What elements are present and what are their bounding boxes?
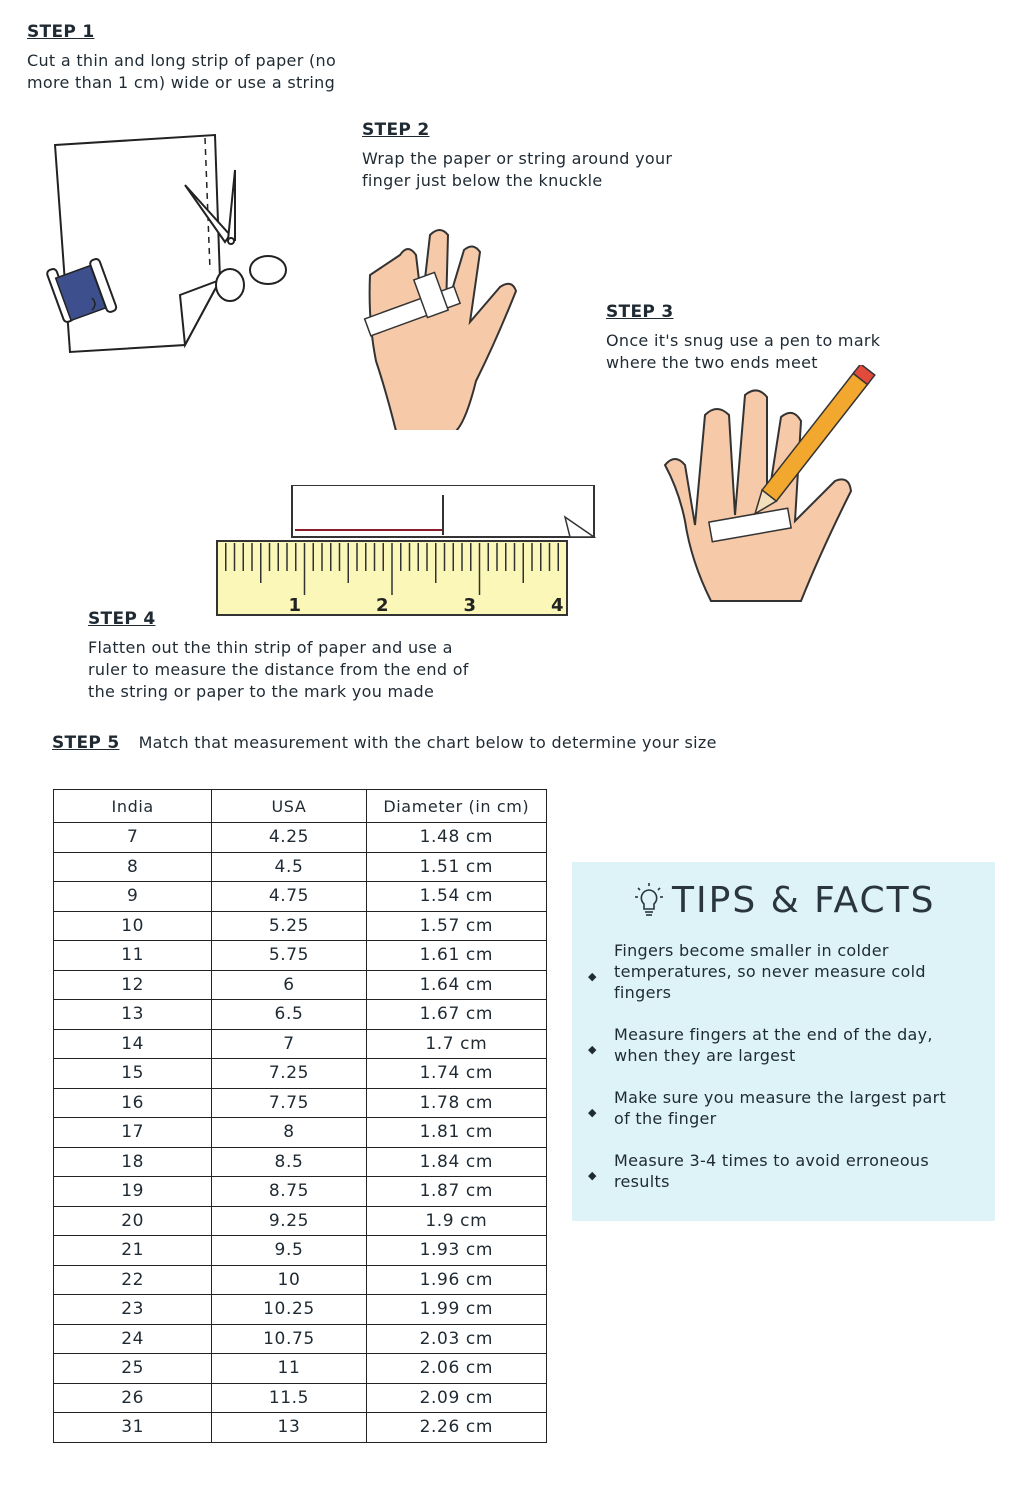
cell-usa: 10.25 <box>212 1295 366 1325</box>
cell-diameter: 1.67 cm <box>366 1000 546 1030</box>
tip-line: Measure 3-4 times to avoid erroneous <box>614 1151 929 1170</box>
diamond-bullet-icon: ◆ <box>588 1169 597 1182</box>
cell-usa: 7.75 <box>212 1088 366 1118</box>
cell-usa: 4.5 <box>212 852 366 882</box>
table-row <box>54 1383 547 1413</box>
tip-line: when they are largest <box>614 1046 796 1065</box>
cell-usa: 4.75 <box>212 882 366 912</box>
table-row <box>54 1236 547 1266</box>
ring-size-chart <box>53 789 547 1443</box>
table-row <box>54 941 547 971</box>
step-2-text <box>362 148 672 192</box>
step-4-line: the string or paper to the mark you made <box>88 682 435 701</box>
step-2-title: STEP 2 <box>362 120 430 140</box>
cell-india: 10 <box>54 911 212 941</box>
step-2 <box>362 120 672 192</box>
cell-diameter: 2.26 cm <box>366 1413 546 1443</box>
step-4-line: Flatten out the thin strip of paper and use a <box>88 638 453 657</box>
header-india: India <box>54 790 212 823</box>
tip-item <box>572 1150 995 1192</box>
tip-item <box>572 1087 995 1129</box>
step-5 <box>52 732 717 754</box>
tip-line: temperatures, so never measure cold <box>614 962 926 981</box>
cell-india: 21 <box>54 1236 212 1266</box>
table-row <box>54 852 547 882</box>
step-2-line: Wrap the paper or string around your <box>362 149 673 168</box>
cell-diameter: 1.96 cm <box>366 1265 546 1295</box>
tips-header <box>634 880 936 921</box>
table-row <box>54 1265 547 1295</box>
tip-line: results <box>614 1172 670 1191</box>
cell-diameter: 1.99 cm <box>366 1295 546 1325</box>
ruler-number: 3 <box>463 595 477 616</box>
step-4-text <box>88 637 469 703</box>
table-row <box>54 823 547 853</box>
diamond-bullet-icon: ◆ <box>588 1043 597 1056</box>
cell-diameter: 1.48 cm <box>366 823 546 853</box>
step-3-line: Once it's snug use a pen to mark <box>606 331 881 350</box>
cell-india: 25 <box>54 1354 212 1384</box>
cell-usa: 13 <box>212 1413 366 1443</box>
cell-india: 31 <box>54 1413 212 1443</box>
step-5-text: Match that measurement with the chart below to determine your size <box>138 733 717 752</box>
tip-line: Fingers become smaller in colder <box>614 941 889 960</box>
step-4-line: ruler to measure the distance from the end of <box>88 660 469 679</box>
tip-line: fingers <box>614 983 672 1002</box>
table-row <box>54 882 547 912</box>
cell-india: 14 <box>54 1029 212 1059</box>
table-row <box>54 1206 547 1236</box>
cell-usa: 10.75 <box>212 1324 366 1354</box>
step-1-line: Cut a thin and long strip of paper (no <box>27 51 337 70</box>
cell-diameter: 1.54 cm <box>366 882 546 912</box>
cell-india: 24 <box>54 1324 212 1354</box>
ruler-number: 4 <box>551 595 564 616</box>
cell-india: 22 <box>54 1265 212 1295</box>
cell-usa: 9.5 <box>212 1236 366 1266</box>
cell-diameter: 2.09 cm <box>366 1383 546 1413</box>
cell-india: 13 <box>54 1000 212 1030</box>
table-row <box>54 1059 547 1089</box>
diamond-bullet-icon: ◆ <box>588 969 597 983</box>
hand-pencil-illustration <box>650 365 880 620</box>
cell-diameter: 1.7 cm <box>366 1029 546 1059</box>
step-3-title: STEP 3 <box>606 302 674 322</box>
step-1-line: more than 1 cm) wide or use a string <box>27 73 336 92</box>
step-3 <box>606 302 880 374</box>
cell-india: 7 <box>54 823 212 853</box>
cell-india: 26 <box>54 1383 212 1413</box>
table-row <box>54 1177 547 1207</box>
table-row <box>54 1413 547 1443</box>
step-1-title: STEP 1 <box>27 22 95 42</box>
cell-india: 12 <box>54 970 212 1000</box>
cell-diameter: 1.61 cm <box>366 941 546 971</box>
cell-diameter: 1.64 cm <box>366 970 546 1000</box>
tip-line: Measure fingers at the end of the day, <box>614 1025 933 1044</box>
cell-usa: 8.5 <box>212 1147 366 1177</box>
cell-diameter: 1.87 cm <box>366 1177 546 1207</box>
lightbulb-icon <box>634 882 664 920</box>
table-header-row <box>54 790 547 823</box>
cell-diameter: 1.84 cm <box>366 1147 546 1177</box>
header-diameter: Diameter (in cm) <box>366 790 546 823</box>
step-2-line: finger just below the knuckle <box>362 171 603 190</box>
table-row <box>54 1118 547 1148</box>
cell-india: 9 <box>54 882 212 912</box>
cell-diameter: 1.57 cm <box>366 911 546 941</box>
cell-usa: 7.25 <box>212 1059 366 1089</box>
cell-usa: 7 <box>212 1029 366 1059</box>
diamond-bullet-icon: ◆ <box>588 1106 597 1119</box>
cell-usa: 10 <box>212 1265 366 1295</box>
step-4 <box>88 609 469 703</box>
table-row <box>54 1088 547 1118</box>
ruler-number: 2 <box>376 595 389 616</box>
cell-india: 17 <box>54 1118 212 1148</box>
cell-usa: 5.25 <box>212 911 366 941</box>
cell-diameter: 1.9 cm <box>366 1206 546 1236</box>
step-3-line: where the two ends meet <box>606 353 818 372</box>
table-row <box>54 1147 547 1177</box>
table-row <box>54 1354 547 1384</box>
cell-diameter: 1.81 cm <box>366 1118 546 1148</box>
cell-india: 11 <box>54 941 212 971</box>
cell-diameter: 1.78 cm <box>366 1088 546 1118</box>
tips-list <box>572 940 995 1213</box>
step-5-title: STEP 5 <box>52 733 120 753</box>
cell-usa: 8.75 <box>212 1177 366 1207</box>
cell-usa: 11 <box>212 1354 366 1384</box>
tip-line: of the finger <box>614 1109 717 1128</box>
header-usa: USA <box>212 790 366 823</box>
cell-usa: 5.75 <box>212 941 366 971</box>
ruler-number: 1 <box>288 595 302 616</box>
tip-item <box>572 1024 995 1066</box>
cell-india: 19 <box>54 1177 212 1207</box>
ruler-illustration <box>215 485 600 620</box>
cell-usa: 9.25 <box>212 1206 366 1236</box>
cell-diameter: 2.06 cm <box>366 1354 546 1384</box>
cell-india: 15 <box>54 1059 212 1089</box>
table-row <box>54 1324 547 1354</box>
tip-item <box>572 940 995 1003</box>
table-row <box>54 1000 547 1030</box>
cell-diameter: 1.51 cm <box>366 852 546 882</box>
step-4-title: STEP 4 <box>88 609 156 629</box>
table-row <box>54 1295 547 1325</box>
paper-scissors-illustration <box>30 120 300 360</box>
cell-india: 20 <box>54 1206 212 1236</box>
cell-usa: 6 <box>212 970 366 1000</box>
table-row <box>54 911 547 941</box>
tips-facts-box <box>572 862 995 1221</box>
cell-india: 23 <box>54 1295 212 1325</box>
tip-line: Make sure you measure the largest part <box>614 1088 947 1107</box>
hand-wrap-illustration <box>360 215 560 430</box>
cell-india: 18 <box>54 1147 212 1177</box>
cell-diameter: 2.03 cm <box>366 1324 546 1354</box>
cell-india: 16 <box>54 1088 212 1118</box>
cell-usa: 4.25 <box>212 823 366 853</box>
cell-india: 8 <box>54 852 212 882</box>
cell-usa: 8 <box>212 1118 366 1148</box>
cell-diameter: 1.93 cm <box>366 1236 546 1266</box>
cell-usa: 11.5 <box>212 1383 366 1413</box>
tips-title: TIPS & FACTS <box>672 880 936 921</box>
cell-diameter: 1.74 cm <box>366 1059 546 1089</box>
table-row <box>54 970 547 1000</box>
table-row <box>54 1029 547 1059</box>
cell-usa: 6.5 <box>212 1000 366 1030</box>
step-1-text <box>27 50 336 94</box>
step-1 <box>27 22 336 94</box>
